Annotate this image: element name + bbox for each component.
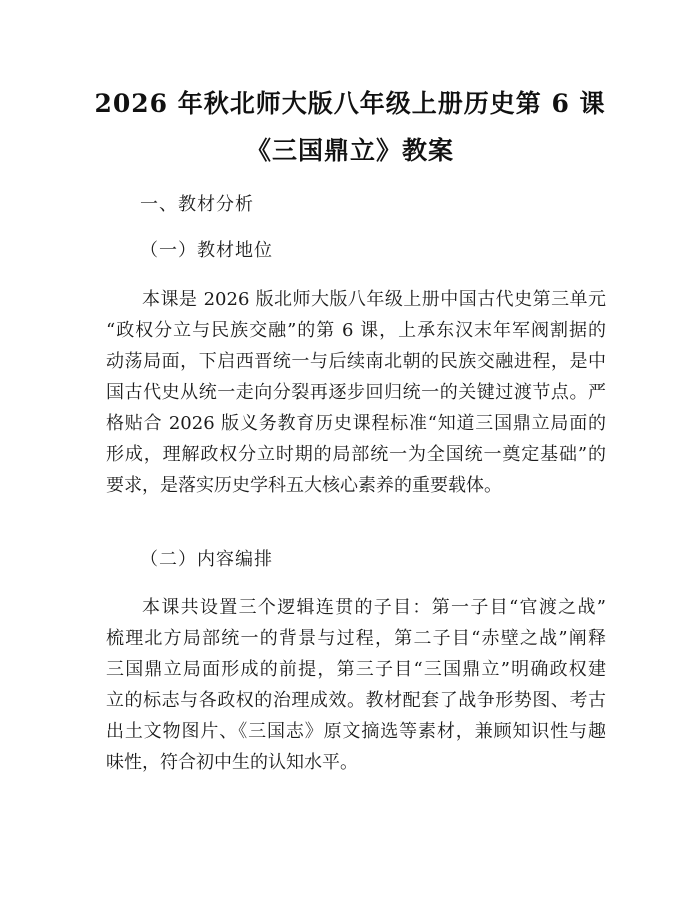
paragraph-line: 国古代史从统一走向分裂再逐步回归统一的关键过渡节点。严 xyxy=(106,382,606,403)
paragraph-textbook-position xyxy=(106,284,606,501)
document-title-line-1: 2026 年秋北师大版八年级上册历史第 6 课 xyxy=(94,89,606,118)
paragraph-line: 立的标志与各政权的治理成效。教材配套了战争形势图、考古 xyxy=(106,690,606,711)
paragraph-line: 本课共设置三个逻辑连贯的子目：第一子目“官渡之战” xyxy=(142,597,606,618)
paragraph-line: 动荡局面，下启西晋统一与后续南北朝的民族交融进程，是中 xyxy=(106,351,606,372)
paragraph-line: 要求，是落实历史学科五大核心素养的重要载体。 xyxy=(106,475,502,496)
paragraph-line: 格贴合 2026 版义务教育历史课程标准“知道三国鼎立局面的 xyxy=(106,413,606,434)
document-title-line-2: 《三国鼎立》教案 xyxy=(245,136,454,165)
paragraph-line: 梳理北方局部统一的背景与过程，第二子目“赤壁之战”阐释 xyxy=(106,628,606,649)
section-heading-textbook-analysis: 一、教材分析 xyxy=(140,194,254,215)
paragraph-line: 本课是 2026 版北师大版八年级上册中国古代史第三单元 xyxy=(142,289,606,310)
paragraph-line: 形成，理解政权分立时期的局部统一为全国统一奠定基础”的 xyxy=(106,444,606,465)
paragraph-content-arrangement xyxy=(106,592,606,778)
subsection-heading-content-arrangement: （二）内容编排 xyxy=(140,549,273,570)
paragraph-line: 出土文物图片、《三国志》原文摘选等素材，兼顾知识性与趣 xyxy=(106,721,606,742)
paragraph-line: 味性，符合初中生的认知水平。 xyxy=(106,752,358,773)
paragraph-line: 三国鼎立局面形成的前提，第三子目“三国鼎立”明确政权建 xyxy=(106,659,606,680)
subsection-heading-textbook-position: （一）教材地位 xyxy=(140,240,273,261)
paragraph-line: “政权分立与民族交融”的第 6 课，上承东汉末年军阀割据的 xyxy=(106,320,606,341)
